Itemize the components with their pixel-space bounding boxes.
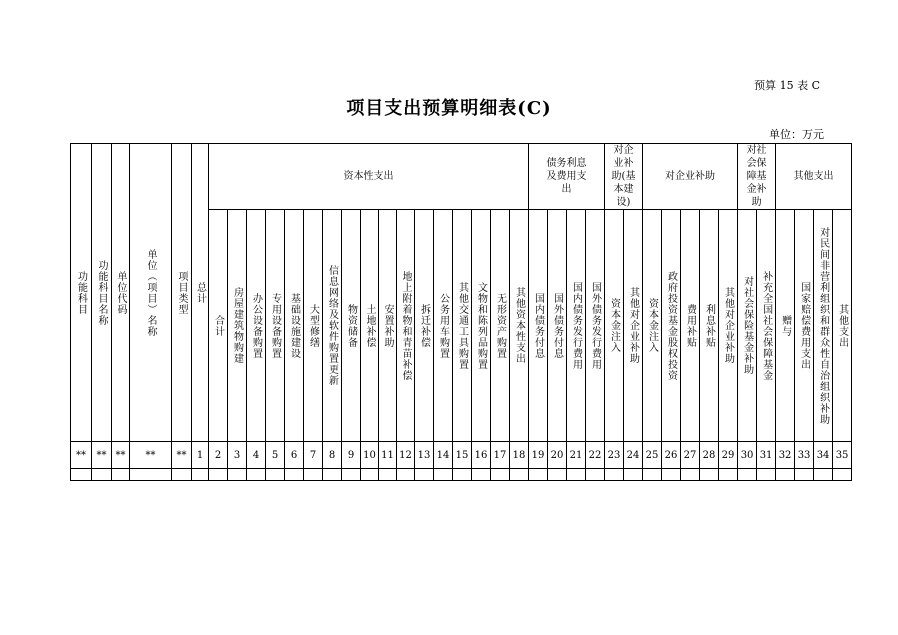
empty-cell xyxy=(567,469,586,481)
empty-cell xyxy=(285,469,304,481)
empty-cell xyxy=(172,469,192,481)
empty-cell xyxy=(130,469,172,481)
sub-header-cell: 资本金注入 xyxy=(605,210,624,442)
sub-header-cell: 无形资产购置 xyxy=(491,210,510,442)
number-cell: 5 xyxy=(266,442,285,469)
number-cell: ** xyxy=(172,442,192,469)
number-cell: 24 xyxy=(624,442,643,469)
col-func-subject-name: 功能科目名称 xyxy=(92,144,112,442)
number-cell: 21 xyxy=(567,442,586,469)
number-cell: 2 xyxy=(209,442,228,469)
sub-header-cell: 大型修缮 xyxy=(304,210,323,442)
sub-header-cell: 文物和陈列品购置 xyxy=(472,210,491,442)
sub-header-cell: 房屋建筑物购建 xyxy=(228,210,247,442)
empty-cell xyxy=(833,469,852,481)
empty-cell xyxy=(662,469,681,481)
number-cell: 10 xyxy=(361,442,379,469)
empty-cell xyxy=(757,469,776,481)
number-cell: 6 xyxy=(285,442,304,469)
empty-cell xyxy=(814,469,833,481)
group-enterprise: 对企业补助 xyxy=(643,144,738,210)
number-row xyxy=(71,442,852,469)
group-enterprise-basic: 对企业补助(基本建设) xyxy=(605,144,643,210)
sub-header-cell: 物资储备 xyxy=(342,210,361,442)
number-cell: 33 xyxy=(795,442,814,469)
empty-cell xyxy=(266,469,285,481)
number-cell: 32 xyxy=(776,442,795,469)
empty-cell xyxy=(112,469,130,481)
number-cell: ** xyxy=(112,442,130,469)
group-capital: 资本性支出 xyxy=(209,144,529,210)
sub-header-cell: 地上附着物和青苗补偿 xyxy=(397,210,415,442)
empty-cell xyxy=(681,469,700,481)
number-cell: 25 xyxy=(643,442,662,469)
sub-header-cell: 土地补偿 xyxy=(361,210,379,442)
number-cell: ** xyxy=(92,442,112,469)
number-cell: 30 xyxy=(738,442,757,469)
sub-header-cell: 其他资本性支出 xyxy=(510,210,529,442)
number-cell: 18 xyxy=(510,442,529,469)
col-func-subject: 功能科目 xyxy=(71,144,92,442)
empty-cell xyxy=(415,469,434,481)
number-cell: 35 xyxy=(833,442,852,469)
number-cell: 16 xyxy=(472,442,491,469)
group-header-row xyxy=(71,144,852,210)
sub-header-cell: 国内债务发行费用 xyxy=(567,210,586,442)
number-cell: 23 xyxy=(605,442,624,469)
sub-header-cell: 对民间非营利组织和群众性自治组织补助 xyxy=(814,210,833,442)
number-cell: 8 xyxy=(323,442,342,469)
number-cell: 1 xyxy=(192,442,209,469)
number-cell: 22 xyxy=(586,442,605,469)
sub-header-cell: 拆迁补偿 xyxy=(415,210,434,442)
col-unit-code: 单位代码 xyxy=(112,144,130,442)
sub-header-cell: 国外债务发行费用 xyxy=(586,210,605,442)
group-social-security: 对社会保障基金补助 xyxy=(738,144,776,210)
empty-cell xyxy=(92,469,112,481)
sub-header-cell: 其他对企业补助 xyxy=(624,210,643,442)
number-cell: 7 xyxy=(304,442,323,469)
number-cell: 14 xyxy=(434,442,453,469)
empty-cell xyxy=(491,469,510,481)
page-title: 项目支出预算明细表(C) xyxy=(346,98,552,119)
sub-header-cell: 政府投资基金股权投资 xyxy=(662,210,681,442)
sub-header-cell: 其他对企业补助 xyxy=(719,210,738,442)
empty-cell xyxy=(379,469,397,481)
sub-header-cell: 资本金注入 xyxy=(643,210,662,442)
col-project-type: 项目类型 xyxy=(172,144,192,442)
empty-cell xyxy=(624,469,643,481)
number-cell: 27 xyxy=(681,442,700,469)
sub-header-cell: 其他交通工具购置 xyxy=(453,210,472,442)
number-cell: 29 xyxy=(719,442,738,469)
unit-label: 单位：万元 xyxy=(769,128,824,141)
sub-header-cell: 对社会保险基金补助 xyxy=(738,210,757,442)
empty-cell xyxy=(453,469,472,481)
empty-cell xyxy=(209,469,228,481)
empty-cell xyxy=(304,469,323,481)
number-cell: ** xyxy=(130,442,172,469)
sub-header-cell: 合计 xyxy=(209,210,228,442)
number-cell: 17 xyxy=(491,442,510,469)
group-debt: 债务利息及费用支出 xyxy=(529,144,605,210)
empty-cell xyxy=(397,469,415,481)
sub-header-cell: 公务用车购置 xyxy=(434,210,453,442)
group-other: 其他支出 xyxy=(776,144,852,210)
empty-cell xyxy=(247,469,266,481)
sub-header-cell: 国家赔偿费用支出 xyxy=(795,210,814,442)
sub-header-cell: 利息补贴 xyxy=(700,210,719,442)
empty-cell xyxy=(192,469,209,481)
budget-table xyxy=(70,143,852,481)
empty-cell xyxy=(776,469,795,481)
number-cell: 11 xyxy=(379,442,397,469)
number-cell: 13 xyxy=(415,442,434,469)
empty-cell xyxy=(361,469,379,481)
number-cell: 4 xyxy=(247,442,266,469)
number-cell: ** xyxy=(71,442,92,469)
number-cell: 19 xyxy=(529,442,548,469)
number-cell: 31 xyxy=(757,442,776,469)
form-code: 预算 15 表 C xyxy=(754,79,820,92)
empty-cell xyxy=(342,469,361,481)
number-cell: 28 xyxy=(700,442,719,469)
empty-cell xyxy=(510,469,529,481)
empty-cell xyxy=(434,469,453,481)
sub-header-cell: 国内债务付息 xyxy=(529,210,548,442)
number-cell: 26 xyxy=(662,442,681,469)
sub-header-cell: 安置补助 xyxy=(379,210,397,442)
number-cell: 20 xyxy=(548,442,567,469)
empty-cell xyxy=(605,469,624,481)
sub-header-cell: 办公设备购置 xyxy=(247,210,266,442)
col-unit-name: 单位（项目）名称 xyxy=(130,144,172,442)
sub-header-cell: 专用设备购置 xyxy=(266,210,285,442)
sub-header-cell: 赠与 xyxy=(776,210,795,442)
empty-cell xyxy=(586,469,605,481)
empty-cell xyxy=(700,469,719,481)
sub-header-cell: 基础设施建设 xyxy=(285,210,304,442)
number-cell: 15 xyxy=(453,442,472,469)
col-total: 总计 xyxy=(192,144,209,442)
sub-header-cell: 费用补贴 xyxy=(681,210,700,442)
sub-header-cell: 国外债务付息 xyxy=(548,210,567,442)
empty-cell xyxy=(738,469,757,481)
empty-row xyxy=(71,469,852,481)
empty-cell xyxy=(795,469,814,481)
sub-header-cell: 信息网络及软件购置更新 xyxy=(323,210,342,442)
sub-header-cell: 其他支出 xyxy=(833,210,852,442)
empty-cell xyxy=(529,469,548,481)
empty-cell xyxy=(643,469,662,481)
number-cell: 12 xyxy=(397,442,415,469)
empty-cell xyxy=(71,469,92,481)
number-cell: 3 xyxy=(228,442,247,469)
empty-cell xyxy=(472,469,491,481)
number-cell: 9 xyxy=(342,442,361,469)
sub-header-cell: 补充全国社会保障基金 xyxy=(757,210,776,442)
empty-cell xyxy=(548,469,567,481)
empty-cell xyxy=(719,469,738,481)
empty-cell xyxy=(323,469,342,481)
number-cell: 34 xyxy=(814,442,833,469)
empty-cell xyxy=(228,469,247,481)
